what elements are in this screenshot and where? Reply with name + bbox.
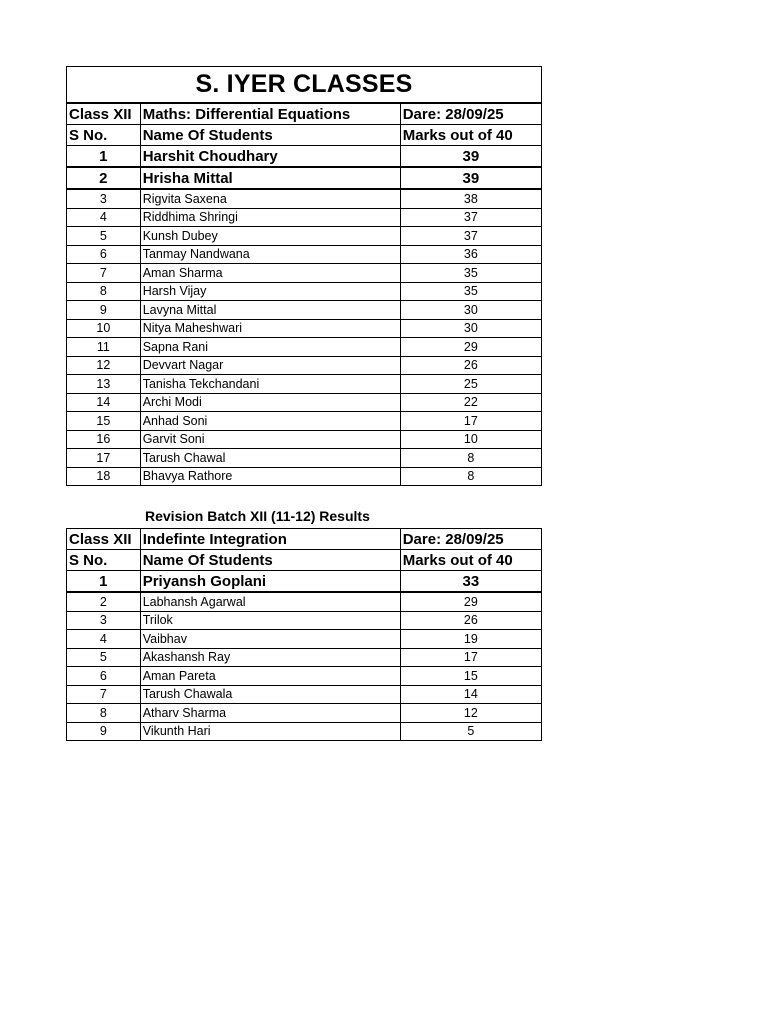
class-cell: Class XII bbox=[67, 529, 141, 550]
marks-cell: 37 bbox=[400, 208, 541, 227]
student-name-cell: Vikunth Hari bbox=[140, 722, 400, 741]
serial-number-cell: 2 bbox=[67, 167, 141, 189]
serial-number-cell: 3 bbox=[67, 189, 141, 208]
marks-cell: 25 bbox=[400, 375, 541, 394]
serial-number-cell: 4 bbox=[67, 208, 141, 227]
date-cell: Dare: 28/09/25 bbox=[400, 529, 541, 550]
table-row bbox=[67, 685, 542, 704]
table-row bbox=[67, 245, 542, 264]
marks-cell: 15 bbox=[400, 667, 541, 686]
student-name-cell: Harsh Vijay bbox=[140, 282, 400, 301]
class-cell: Class XII bbox=[67, 103, 141, 125]
table-row bbox=[67, 449, 542, 468]
table-row bbox=[67, 208, 542, 227]
student-name-cell: Garvit Soni bbox=[140, 430, 400, 449]
serial-number-cell: 13 bbox=[67, 375, 141, 394]
table-row bbox=[67, 375, 542, 394]
info-row bbox=[67, 103, 542, 125]
top-student-row bbox=[67, 571, 542, 593]
serial-number-cell: 11 bbox=[67, 338, 141, 357]
marks-cell: 8 bbox=[400, 467, 541, 486]
marks-cell: 35 bbox=[400, 282, 541, 301]
serial-number-cell: 16 bbox=[67, 430, 141, 449]
marks-cell: 19 bbox=[400, 630, 541, 649]
serial-number-cell: 10 bbox=[67, 319, 141, 338]
student-name-cell: Vaibhav bbox=[140, 630, 400, 649]
table-row bbox=[67, 319, 542, 338]
table-row bbox=[67, 264, 542, 283]
name-header: Name Of Students bbox=[140, 125, 400, 146]
marks-cell: 37 bbox=[400, 227, 541, 246]
table-row bbox=[67, 704, 542, 723]
student-name-cell: Kunsh Dubey bbox=[140, 227, 400, 246]
serial-number-cell: 18 bbox=[67, 467, 141, 486]
table-row bbox=[67, 667, 542, 686]
marks-cell: 29 bbox=[400, 592, 541, 611]
marks-cell: 29 bbox=[400, 338, 541, 357]
sno-header: S No. bbox=[67, 125, 141, 146]
student-name-cell: Hrisha Mittal bbox=[140, 167, 400, 189]
name-header: Name Of Students bbox=[140, 550, 400, 571]
student-name-cell: Akashansh Ray bbox=[140, 648, 400, 667]
table-row bbox=[67, 722, 542, 741]
column-header-row bbox=[67, 125, 542, 146]
student-name-cell: Rigvita Saxena bbox=[140, 189, 400, 208]
serial-number-cell: 1 bbox=[67, 571, 141, 593]
student-name-cell: Aman Pareta bbox=[140, 667, 400, 686]
revision-batch-caption: Revision Batch XII (11-12) Results bbox=[145, 508, 370, 524]
top-student-row bbox=[67, 146, 542, 168]
serial-number-cell: 8 bbox=[67, 704, 141, 723]
table-row bbox=[67, 630, 542, 649]
table-row bbox=[67, 467, 542, 486]
student-name-cell: Anhad Soni bbox=[140, 412, 400, 431]
marks-cell: 17 bbox=[400, 648, 541, 667]
column-header-row bbox=[67, 550, 542, 571]
sheet-title: S. IYER CLASSES bbox=[67, 67, 542, 104]
table-row bbox=[67, 611, 542, 630]
student-name-cell: Archi Modi bbox=[140, 393, 400, 412]
table-row bbox=[67, 189, 542, 208]
table-row bbox=[67, 356, 542, 375]
serial-number-cell: 9 bbox=[67, 722, 141, 741]
topic-cell: Indefinte Integration bbox=[140, 529, 400, 550]
student-name-cell: Nitya Maheshwari bbox=[140, 319, 400, 338]
table-row bbox=[67, 430, 542, 449]
marks-cell: 5 bbox=[400, 722, 541, 741]
student-name-cell: Tarush Chawala bbox=[140, 685, 400, 704]
student-name-cell: Tarush Chawal bbox=[140, 449, 400, 468]
serial-number-cell: 5 bbox=[67, 648, 141, 667]
marks-cell: 33 bbox=[400, 571, 541, 593]
marks-cell: 17 bbox=[400, 412, 541, 431]
marks-cell: 26 bbox=[400, 356, 541, 375]
serial-number-cell: 17 bbox=[67, 449, 141, 468]
marks-cell: 8 bbox=[400, 449, 541, 468]
table-row bbox=[67, 592, 542, 611]
serial-number-cell: 8 bbox=[67, 282, 141, 301]
student-name-cell: Atharv Sharma bbox=[140, 704, 400, 723]
serial-number-cell: 4 bbox=[67, 630, 141, 649]
serial-number-cell: 12 bbox=[67, 356, 141, 375]
marks-cell: 39 bbox=[400, 167, 541, 189]
marks-cell: 26 bbox=[400, 611, 541, 630]
marks-cell: 22 bbox=[400, 393, 541, 412]
student-name-cell: Trilok bbox=[140, 611, 400, 630]
marks-cell: 14 bbox=[400, 685, 541, 704]
serial-number-cell: 6 bbox=[67, 667, 141, 686]
table-row bbox=[67, 227, 542, 246]
marks-cell: 12 bbox=[400, 704, 541, 723]
table-row bbox=[67, 393, 542, 412]
serial-number-cell: 7 bbox=[67, 685, 141, 704]
date-cell: Dare: 28/09/25 bbox=[400, 103, 541, 125]
serial-number-cell: 3 bbox=[67, 611, 141, 630]
serial-number-cell: 6 bbox=[67, 245, 141, 264]
top-student-row bbox=[67, 167, 542, 189]
student-name-cell: Sapna Rani bbox=[140, 338, 400, 357]
topic-cell: Maths: Differential Equations bbox=[140, 103, 400, 125]
marks-header: Marks out of 40 bbox=[400, 125, 541, 146]
student-name-cell: Riddhima Shringi bbox=[140, 208, 400, 227]
table-row bbox=[67, 338, 542, 357]
student-name-cell: Priyansh Goplani bbox=[140, 571, 400, 593]
sno-header: S No. bbox=[67, 550, 141, 571]
table-row bbox=[67, 412, 542, 431]
student-name-cell: Bhavya Rathore bbox=[140, 467, 400, 486]
marks-cell: 35 bbox=[400, 264, 541, 283]
marks-header: Marks out of 40 bbox=[400, 550, 541, 571]
table-row bbox=[67, 282, 542, 301]
marks-cell: 39 bbox=[400, 146, 541, 168]
serial-number-cell: 2 bbox=[67, 592, 141, 611]
student-name-cell: Tanmay Nandwana bbox=[140, 245, 400, 264]
serial-number-cell: 9 bbox=[67, 301, 141, 320]
results-table-differential-equations bbox=[66, 66, 542, 486]
marks-cell: 30 bbox=[400, 319, 541, 338]
serial-number-cell: 15 bbox=[67, 412, 141, 431]
table-row bbox=[67, 648, 542, 667]
student-name-cell: Tanisha Tekchandani bbox=[140, 375, 400, 394]
student-name-cell: Aman Sharma bbox=[140, 264, 400, 283]
title-row bbox=[67, 67, 542, 104]
marks-cell: 36 bbox=[400, 245, 541, 264]
marks-cell: 30 bbox=[400, 301, 541, 320]
student-name-cell: Harshit Choudhary bbox=[140, 146, 400, 168]
serial-number-cell: 1 bbox=[67, 146, 141, 168]
student-name-cell: Labhansh Agarwal bbox=[140, 592, 400, 611]
marks-cell: 10 bbox=[400, 430, 541, 449]
marks-cell: 38 bbox=[400, 189, 541, 208]
table-row bbox=[67, 301, 542, 320]
serial-number-cell: 7 bbox=[67, 264, 141, 283]
info-row bbox=[67, 529, 542, 550]
student-name-cell: Lavyna Mittal bbox=[140, 301, 400, 320]
student-name-cell: Devvart Nagar bbox=[140, 356, 400, 375]
results-table-indefinite-integration bbox=[66, 528, 542, 741]
serial-number-cell: 14 bbox=[67, 393, 141, 412]
serial-number-cell: 5 bbox=[67, 227, 141, 246]
